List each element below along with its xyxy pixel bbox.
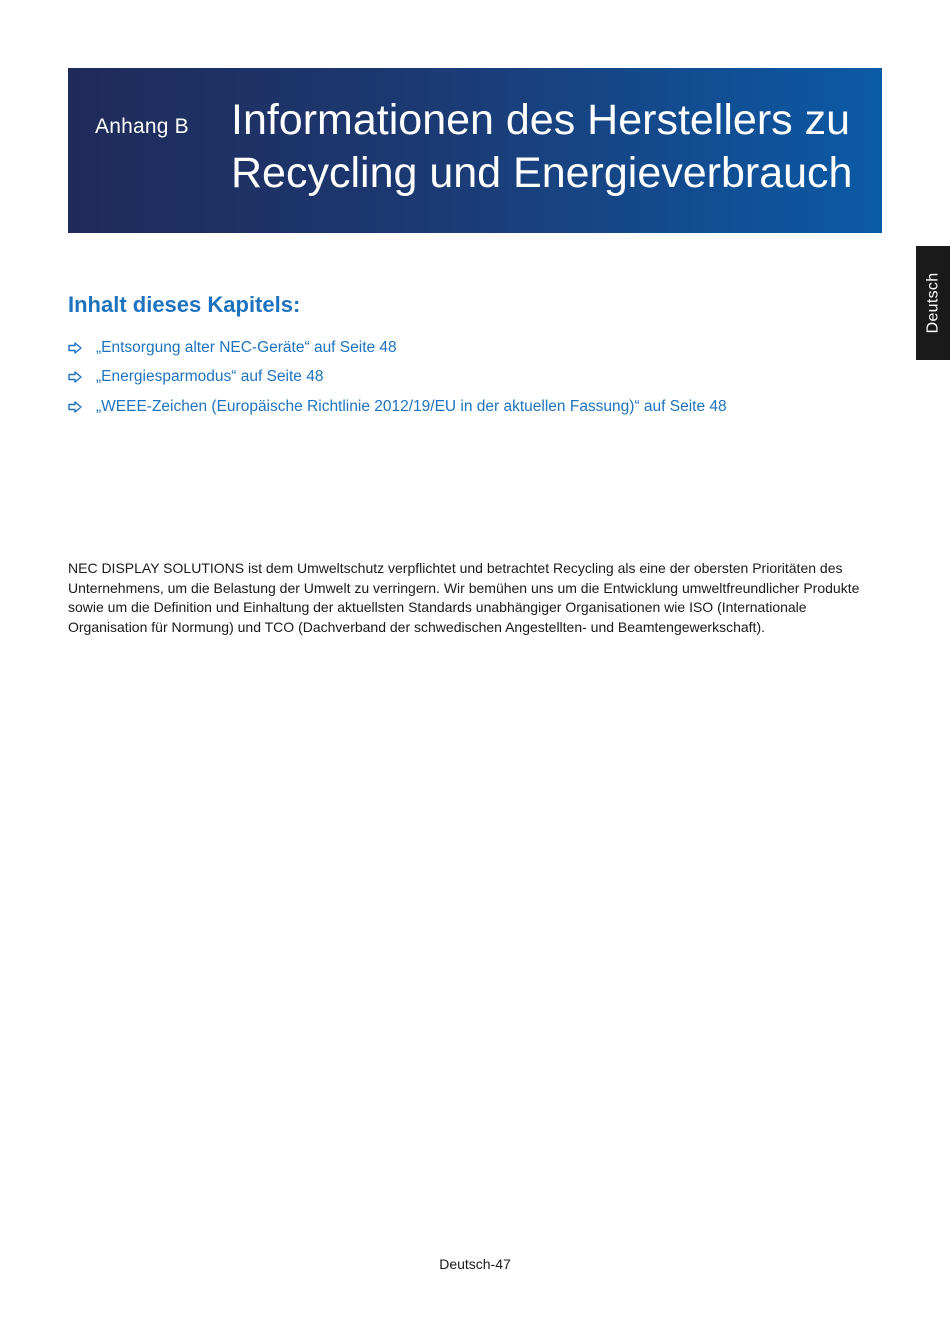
appendix-label: Anhang B <box>95 115 189 138</box>
arrow-right-icon <box>68 371 82 383</box>
intro-paragraph: NEC DISPLAY SOLUTIONS ist dem Umweltschutz verpflichtet und betrachtet Recycling als eine der obersten Prioritäten des Unternehmens, um die Belastung der Umwelt zu verringern. Wir bemühen uns um die Entwicklung umweltfreundlicher Produkte sowie um die Definition und Einhaltung der aktuellsten Standards unabhängiger Organisationen wie ISO (Internationale Organisation für Normung) und TCO (Dachverband der schwedischen Angestellten- und Beamtengewerkschaft). <box>68 560 860 635</box>
toc-link-energy-saving[interactable] <box>68 363 727 393</box>
toc-heading: Inhalt dieses Kapitels: <box>68 292 301 317</box>
language-side-tab-label: Deutsch <box>924 272 942 334</box>
toc-link-label[interactable]: „Entsorgung alter NEC-Geräte“ auf Seite 48 <box>96 338 397 356</box>
language-side-tab <box>916 246 950 360</box>
arrow-right-icon <box>68 401 82 413</box>
chapter-header-banner <box>68 68 882 233</box>
toc-link-disposal[interactable] <box>68 333 727 363</box>
arrow-right-icon <box>68 342 82 354</box>
toc-list <box>68 333 727 422</box>
page-number: Deutsch-47 <box>439 1256 511 1272</box>
toc-link-label[interactable]: „Energiesparmodus“ auf Seite 48 <box>96 368 324 386</box>
chapter-title <box>231 94 871 200</box>
chapter-title-line-1: Informationen des Herstellers zu <box>231 96 851 144</box>
chapter-title-line-2: Recycling und Energieverbrauch <box>231 149 853 197</box>
toc-link-weee[interactable] <box>68 392 727 422</box>
toc-link-label[interactable]: „WEEE-Zeichen (Europäische Richtlinie 2012/19/EU in der aktuellen Fassung)“ auf Seite 48 <box>96 397 727 415</box>
